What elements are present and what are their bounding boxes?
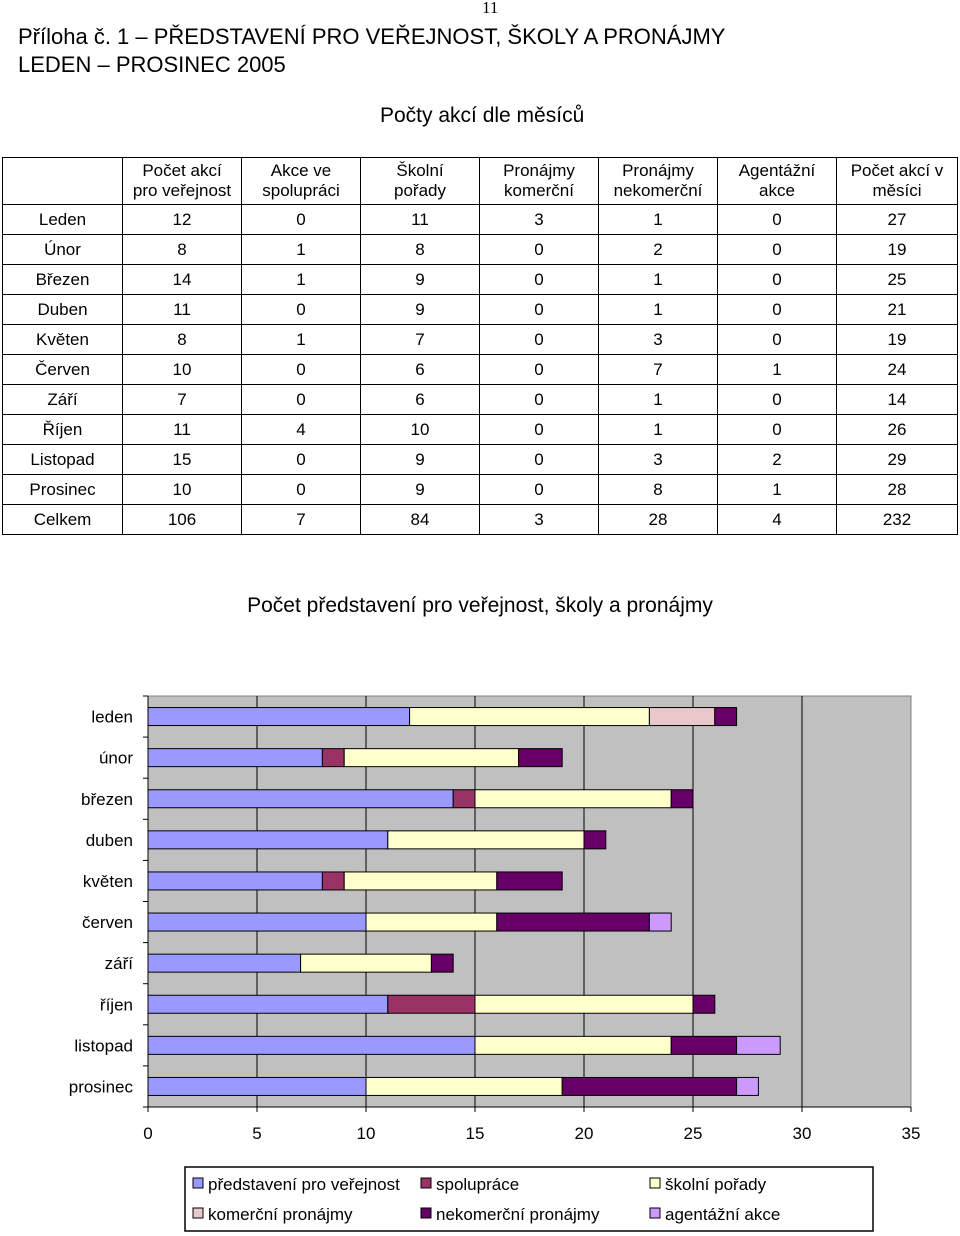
table-cell: 0 xyxy=(718,325,837,355)
table-cell: 7 xyxy=(242,505,361,535)
legend-label: agentážní akce xyxy=(665,1205,781,1224)
table-cell: 232 xyxy=(837,505,958,535)
bar-segment-agentážní-akce xyxy=(649,913,671,931)
column-header: Pronájmy nekomerční xyxy=(599,158,718,205)
table-cell: 9 xyxy=(361,265,480,295)
table-cell: 1 xyxy=(599,295,718,325)
category-label: únor xyxy=(98,748,133,768)
bar-segment-školní-pořady xyxy=(475,995,693,1013)
table-cell: 15 xyxy=(123,445,242,475)
legend-swatch xyxy=(421,1208,431,1218)
table-cell: 0 xyxy=(480,385,599,415)
column-header: Agentážní akce xyxy=(718,158,837,205)
bar-segment-agentážní-akce xyxy=(737,1036,781,1054)
table-cell: 2 xyxy=(718,445,837,475)
table-cell: 11 xyxy=(123,295,242,325)
bar-segment-představení-pro-veřejnost xyxy=(148,1036,475,1054)
table-cell: 0 xyxy=(480,475,599,505)
bar-segment-nekomerční-pronájmy xyxy=(671,1036,736,1054)
table-cell: 1 xyxy=(242,325,361,355)
bar-segment-nekomerční-pronájmy xyxy=(497,872,562,890)
x-tick-label: 35 xyxy=(901,1124,921,1143)
table-cell: 0 xyxy=(718,385,837,415)
row-label: Listopad xyxy=(3,445,123,475)
bar-segment-představení-pro-veřejnost xyxy=(148,790,453,808)
bar-segment-představení-pro-veřejnost xyxy=(148,995,388,1013)
table-cell: 0 xyxy=(242,475,361,505)
table-cell: 0 xyxy=(718,415,837,445)
row-label: Leden xyxy=(3,205,123,235)
table-cell: 7 xyxy=(599,355,718,385)
row-label: Říjen xyxy=(3,415,123,445)
row-label: Září xyxy=(3,385,123,415)
column-header: Školní pořady xyxy=(361,158,480,205)
table-cell: 106 xyxy=(123,505,242,535)
table-cell: 0 xyxy=(480,415,599,445)
table-cell: 0 xyxy=(718,265,837,295)
row-label: Březen xyxy=(3,265,123,295)
table-cell: 10 xyxy=(361,415,480,445)
bar-segment-nekomerční-pronájmy xyxy=(584,831,606,849)
x-tick-label: 25 xyxy=(683,1124,703,1143)
category-label: březen xyxy=(81,789,133,809)
table-cell: 2 xyxy=(599,235,718,265)
table-cell: 9 xyxy=(361,475,480,505)
table-cell: 27 xyxy=(837,205,958,235)
column-header: Akce ve spolupráci xyxy=(242,158,361,205)
table-cell: 3 xyxy=(599,445,718,475)
page-number: 11 xyxy=(482,0,499,17)
table-cell: 1 xyxy=(242,235,361,265)
legend-swatch xyxy=(421,1178,431,1188)
category-label: prosinec xyxy=(68,1077,133,1097)
bar-segment-spolupráce xyxy=(388,995,475,1013)
table-cell: 8 xyxy=(123,325,242,355)
table-cell: 0 xyxy=(718,295,837,325)
x-tick-label: 0 xyxy=(143,1124,153,1143)
x-tick-label: 10 xyxy=(356,1124,376,1143)
table-cell: 28 xyxy=(837,475,958,505)
bar-segment-agentážní-akce xyxy=(737,1077,759,1095)
bar-segment-představení-pro-veřejnost xyxy=(148,749,322,767)
bar-segment-nekomerční-pronájmy xyxy=(715,708,737,726)
legend-label: nekomerční pronájmy xyxy=(436,1205,600,1224)
column-header: Počet akcí v měsíci xyxy=(837,158,958,205)
row-label: Únor xyxy=(3,235,123,265)
x-tick-label: 30 xyxy=(792,1124,812,1143)
column-header: Počet akcí pro veřejnost xyxy=(123,158,242,205)
table-cell: 0 xyxy=(242,295,361,325)
table-cell: 1 xyxy=(718,475,837,505)
column-header: Pronájmy komerční xyxy=(480,158,599,205)
table-cell: 0 xyxy=(242,355,361,385)
bar-segment-spolupráce xyxy=(322,749,344,767)
legend-swatch xyxy=(650,1178,660,1188)
bar-segment-školní-pořady xyxy=(388,831,584,849)
bar-segment-nekomerční-pronájmy xyxy=(693,995,715,1013)
bar-segment-představení-pro-veřejnost xyxy=(148,913,366,931)
table-cell: 0 xyxy=(242,205,361,235)
table-cell: 0 xyxy=(480,235,599,265)
table-cell: 19 xyxy=(837,325,958,355)
bar-segment-nekomerční-pronájmy xyxy=(497,913,650,931)
bar-segment-spolupráce xyxy=(453,790,475,808)
table-cell: 0 xyxy=(242,445,361,475)
table-cell: 0 xyxy=(718,205,837,235)
table-cell: 7 xyxy=(361,325,480,355)
row-label: Duben xyxy=(3,295,123,325)
bar-segment-školní-pořady xyxy=(366,1077,562,1095)
category-label: červen xyxy=(81,913,133,933)
bar-segment-školní-pořady xyxy=(410,708,650,726)
category-label: září xyxy=(104,954,133,974)
table-cell: 1 xyxy=(242,265,361,295)
table-cell: 6 xyxy=(361,385,480,415)
table-cell: 10 xyxy=(123,355,242,385)
table-cell: 0 xyxy=(480,325,599,355)
table-cell: 1 xyxy=(718,355,837,385)
table-title: Počty akcí dle měsíců xyxy=(380,104,585,127)
bar-segment-školní-pořady xyxy=(301,954,432,972)
chart-title: Počet představení pro veřejnost, školy a pronájmy xyxy=(247,594,713,617)
table-cell: 0 xyxy=(480,295,599,325)
table-cell: 12 xyxy=(123,205,242,235)
category-label: květen xyxy=(82,871,133,891)
legend-label: představení pro veřejnost xyxy=(208,1175,400,1194)
bar-segment-nekomerční-pronájmy xyxy=(519,749,563,767)
table-cell: 0 xyxy=(480,265,599,295)
bar-segment-představení-pro-veřejnost xyxy=(148,872,322,890)
row-label: Červen xyxy=(3,355,123,385)
legend-label: komerční pronájmy xyxy=(208,1205,353,1224)
table-cell: 0 xyxy=(480,445,599,475)
table-cell: 25 xyxy=(837,265,958,295)
bar-segment-představení-pro-veřejnost xyxy=(148,1077,366,1095)
bar-segment-představení-pro-veřejnost xyxy=(148,708,410,726)
table-cell: 10 xyxy=(123,475,242,505)
bar-segment-představení-pro-veřejnost xyxy=(148,831,388,849)
bar-segment-nekomerční-pronájmy xyxy=(562,1077,736,1095)
bar-segment-komerční-pronájmy xyxy=(649,708,714,726)
row-label: Prosinec xyxy=(3,475,123,505)
category-label: listopad xyxy=(74,1036,133,1056)
table-cell: 8 xyxy=(361,235,480,265)
document-subheading: LEDEN – PROSINEC 2005 xyxy=(18,52,286,77)
legend-swatch xyxy=(650,1208,660,1218)
table-cell: 6 xyxy=(361,355,480,385)
bar-segment-školní-pořady xyxy=(344,749,518,767)
bar-segment-spolupráce xyxy=(322,872,344,890)
legend-label: školní pořady xyxy=(665,1175,767,1194)
table-cell: 29 xyxy=(837,445,958,475)
legend-label: spolupráce xyxy=(436,1175,520,1194)
x-tick-label: 20 xyxy=(574,1124,594,1143)
table-cell: 11 xyxy=(361,205,480,235)
category-label: leden xyxy=(91,707,133,727)
table-cell: 9 xyxy=(361,295,480,325)
table-cell: 84 xyxy=(361,505,480,535)
table-cell: 3 xyxy=(599,325,718,355)
table-cell: 24 xyxy=(837,355,958,385)
table-cell: 1 xyxy=(599,205,718,235)
table-cell: 8 xyxy=(599,475,718,505)
table-cell: 21 xyxy=(837,295,958,325)
bar-segment-školní-pořady xyxy=(475,1036,671,1054)
table-cell: 3 xyxy=(480,505,599,535)
table-cell: 8 xyxy=(123,235,242,265)
bar-segment-školní-pořady xyxy=(366,913,497,931)
table-cell: 14 xyxy=(123,265,242,295)
table-cell: 28 xyxy=(599,505,718,535)
table-cell: 1 xyxy=(599,265,718,295)
table-cell: 7 xyxy=(123,385,242,415)
table-cell: 4 xyxy=(718,505,837,535)
bar-segment-nekomerční-pronájmy xyxy=(671,790,693,808)
table-cell: 14 xyxy=(837,385,958,415)
category-label: říjen xyxy=(99,995,133,1015)
table-cell: 3 xyxy=(480,205,599,235)
bar-segment-školní-pořady xyxy=(475,790,671,808)
bar-segment-školní-pořady xyxy=(344,872,497,890)
table-cell: 9 xyxy=(361,445,480,475)
x-tick-label: 15 xyxy=(465,1124,485,1143)
table-cell: 19 xyxy=(837,235,958,265)
bar-segment-představení-pro-veřejnost xyxy=(148,954,301,972)
table-cell: 0 xyxy=(480,355,599,385)
table-cell: 26 xyxy=(837,415,958,445)
legend-swatch xyxy=(193,1178,203,1188)
document-heading: Příloha č. 1 – PŘEDSTAVENÍ PRO VEŘEJNOST, ŠKOLY A PRONÁJMY xyxy=(18,24,726,49)
table-cell: 1 xyxy=(599,415,718,445)
bar-segment-nekomerční-pronájmy xyxy=(431,954,453,972)
table-cell: 0 xyxy=(242,385,361,415)
row-label: Květen xyxy=(3,325,123,355)
table-cell: 11 xyxy=(123,415,242,445)
category-label: duben xyxy=(85,830,133,850)
legend-swatch xyxy=(193,1208,203,1218)
row-label: Celkem xyxy=(3,505,123,535)
table-cell: 4 xyxy=(242,415,361,445)
x-tick-label: 5 xyxy=(252,1124,262,1143)
table-cell: 0 xyxy=(718,235,837,265)
table-cell: 1 xyxy=(599,385,718,415)
